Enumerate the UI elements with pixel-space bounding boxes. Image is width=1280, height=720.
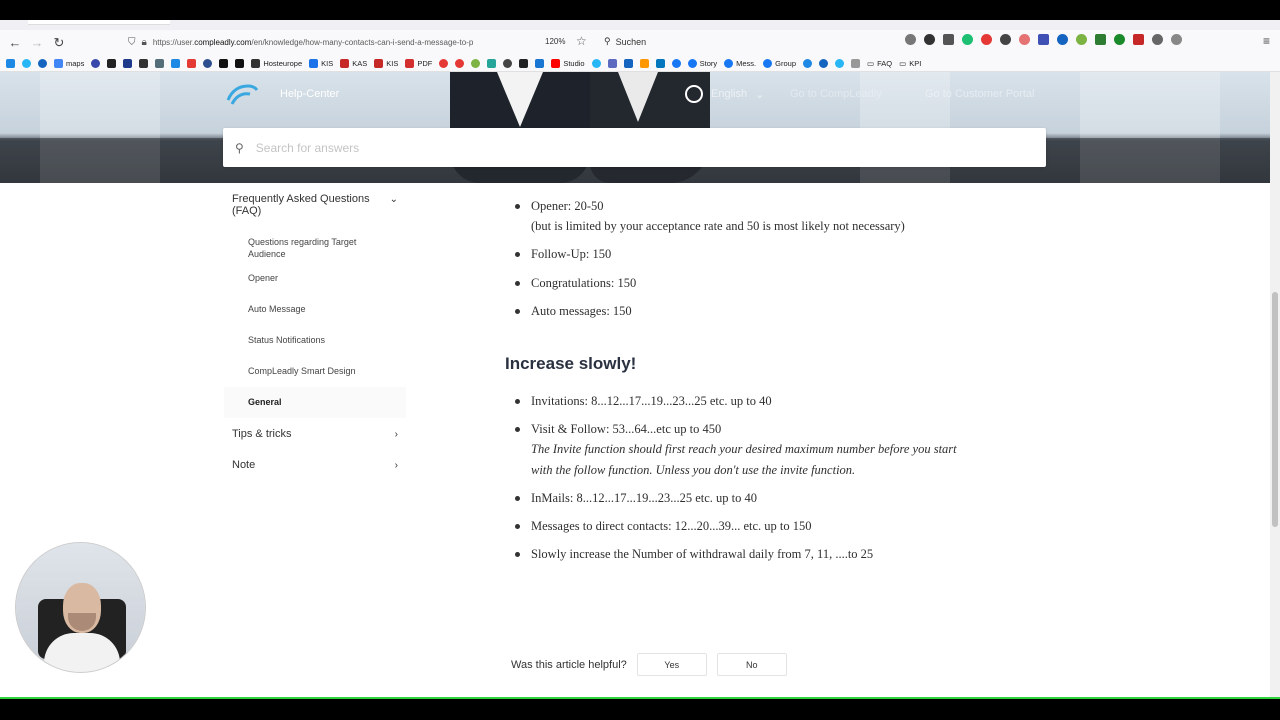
bullet (515, 204, 520, 209)
list-item: Visit & Follow: 53...64...etc up to 450 (531, 422, 722, 436)
list-item: Opener: 20-50 (531, 199, 604, 213)
bookmark-item[interactable] (503, 59, 512, 68)
link-customer-portal[interactable]: Go to Customer Portal (925, 88, 1035, 100)
tab-strip (0, 20, 1280, 30)
reload-icon[interactable]: ↻ (53, 34, 65, 50)
folder-icon: ▭ (867, 58, 875, 68)
bookmark-item[interactable] (155, 59, 164, 68)
search-icon: ⚲ (235, 140, 244, 155)
webcam-person-body (44, 633, 120, 673)
list-item: Auto messages: 150 (531, 304, 632, 318)
sidebar-item-target-audience[interactable]: Questions regarding Target Audience (248, 237, 357, 259)
bookmark-folder-kpi[interactable]: ▭ KPI (899, 58, 922, 68)
bookmark-item[interactable] (91, 59, 100, 68)
lock-icon[interactable]: 🔒︎ (141, 37, 147, 48)
extension-icon[interactable] (1000, 34, 1011, 45)
article-feedback (511, 653, 787, 676)
bookmark-item[interactable] (624, 59, 633, 68)
web-page (0, 72, 1270, 699)
search-icon: ⚲ (604, 36, 611, 46)
chevron-right-icon: › (394, 460, 398, 471)
page-scrollbar[interactable] (1270, 72, 1280, 699)
bookmark-item[interactable] (640, 59, 649, 68)
screen-top-bar (0, 0, 1280, 20)
list-item-note: The Invite function should first reach your desired maximum number before you start (531, 442, 957, 456)
extension-icon[interactable] (962, 34, 973, 45)
sidebar-category-faq[interactable]: Frequently Asked Questions (FAQ) ⌄ (232, 193, 398, 217)
help-center-label[interactable]: Help-Center (280, 88, 340, 100)
section-heading: Increase slowly! (505, 354, 637, 373)
globe-icon (685, 85, 703, 103)
list-item: Follow-Up: 150 (531, 247, 612, 261)
list-item: InMails: 8...12...17...19...23...25 etc. up to 40 (531, 491, 758, 505)
list-item: Messages to direct contacts: 12...20...39... etc. up to 150 (531, 519, 812, 533)
bookmark-item[interactable] (38, 59, 47, 68)
list-item: Invitations: 8...12...17...19...23...25 etc. up to 40 (531, 394, 772, 408)
extension-icon[interactable] (1095, 34, 1106, 45)
menu-icon[interactable]: ≡ (1262, 34, 1270, 48)
zoom-level[interactable]: 120% (545, 37, 566, 46)
bullet (515, 252, 520, 257)
bullet (515, 427, 520, 432)
extension-icon[interactable] (924, 34, 935, 45)
bookmark-item[interactable] (6, 59, 15, 68)
active-tab[interactable] (28, 20, 170, 25)
sidebar-item-smart-design[interactable]: CompLeadly Smart Design (248, 366, 356, 376)
bookmark-item[interactable] (592, 59, 601, 68)
bullet (515, 524, 520, 529)
download-icon[interactable] (1114, 34, 1125, 45)
pocket-icon[interactable] (905, 34, 916, 45)
bookmark-item[interactable] (235, 59, 244, 68)
chevron-down-icon: ⌄ (755, 88, 765, 101)
search-input[interactable] (256, 141, 956, 155)
bookmark-item[interactable] (187, 59, 196, 68)
bookmark-item[interactable] (107, 59, 116, 68)
url-text[interactable]: https://user.compleadly.com/en/knowledge/how-many-contacts-can-i-send-a-message-to-p (152, 38, 474, 47)
knowledge-search[interactable] (223, 128, 1046, 167)
feedback-yes-button[interactable]: Yes (637, 653, 707, 676)
bookmark-kis[interactable]: KIS (309, 59, 333, 68)
back-icon[interactable]: ← (8, 35, 22, 50)
feedback-question: Was this article helpful? (511, 658, 627, 671)
feedback-no-button[interactable]: No (717, 653, 787, 676)
bookmark-kas[interactable]: KAS (340, 59, 367, 68)
sidebar-category-note[interactable]: Note › (232, 459, 398, 471)
bookmark-item[interactable] (851, 59, 860, 68)
bookmark-studio[interactable]: Studio (551, 59, 584, 68)
chevron-down-icon: ⌄ (389, 194, 398, 205)
webcam-overlay (15, 542, 146, 673)
bookmark-item[interactable] (455, 59, 464, 68)
bookmark-item[interactable] (835, 59, 844, 68)
browser-nav-bar (0, 30, 1280, 55)
bookmark-item[interactable] (203, 59, 212, 68)
forward-icon[interactable]: → (30, 35, 44, 50)
bullet (515, 309, 520, 314)
screen-bottom-bar (0, 699, 1280, 720)
extension-icon[interactable] (1019, 34, 1030, 45)
language-selector[interactable]: English ⌄ (685, 85, 764, 103)
bookmark-item[interactable] (487, 59, 496, 68)
sidebar-item-status-notifications[interactable]: Status Notifications (248, 335, 326, 345)
bookmark-item[interactable] (819, 59, 828, 68)
scrollbar-thumb[interactable] (1272, 292, 1278, 527)
bookmark-maps[interactable]: maps (54, 59, 84, 68)
extension-icon[interactable] (1057, 34, 1068, 45)
shield-icon[interactable]: ⛉ (128, 37, 136, 48)
extension-icons (905, 34, 1182, 45)
list-item: Slowly increase the Number of withdrawal daily from 7, 11, ....to 25 (531, 547, 874, 561)
bookmark-story[interactable]: Story (688, 59, 718, 68)
bullet (515, 281, 520, 286)
sidebar-item-auto-message[interactable]: Auto Message (248, 304, 306, 314)
bookmark-item[interactable] (22, 59, 31, 68)
extension-icon[interactable] (1038, 34, 1049, 45)
bookmark-hosteurope[interactable]: Hosteurope (251, 59, 302, 68)
bookmark-star-icon[interactable]: ☆ (576, 34, 587, 48)
bullet (515, 399, 520, 404)
bookmark-kis-2[interactable]: KIS (374, 59, 398, 68)
bookmark-item[interactable] (139, 59, 148, 68)
link-go-to-compleadly[interactable]: Go to CompLeadly (790, 88, 882, 100)
bookmark-pdf[interactable]: PDF (405, 59, 432, 68)
chevron-right-icon: › (394, 429, 398, 440)
sidebar-category-tips[interactable]: Tips & tricks › (232, 428, 398, 440)
bookmark-item[interactable] (656, 59, 665, 68)
address-bar[interactable] (128, 33, 568, 52)
bookmark-group[interactable]: Group (763, 59, 796, 68)
category-sidebar (224, 187, 406, 480)
extension-icon[interactable] (981, 34, 992, 45)
bookmark-folder-faq[interactable]: ▭ FAQ (867, 58, 893, 68)
extension-icon[interactable] (1133, 34, 1144, 45)
extension-icon[interactable] (943, 34, 954, 45)
bullet (515, 552, 520, 557)
bookmark-item[interactable] (219, 59, 228, 68)
folder-icon: ▭ (899, 58, 907, 68)
bookmark-item[interactable] (123, 59, 132, 68)
extension-icon[interactable] (1076, 34, 1087, 45)
list-item-note: (but is limited by your acceptance rate and 50 is most likely not necessary) (531, 219, 905, 233)
list-item-note: with the follow function. Unless you don't use the invite function. (531, 463, 856, 477)
hero-banner (0, 72, 1270, 183)
bookmarks-bar (0, 55, 1280, 72)
bookmark-mess[interactable]: Mess. (724, 59, 756, 68)
bookmark-item[interactable] (672, 59, 681, 68)
sidebar-item-opener[interactable]: Opener (248, 273, 279, 283)
bullet (515, 496, 520, 501)
bookmark-item[interactable] (471, 59, 480, 68)
extension-icon[interactable] (1152, 34, 1163, 45)
extensions-puzzle-icon[interactable] (1171, 34, 1182, 45)
sidebar-item-general[interactable]: General (224, 387, 406, 418)
site-logo[interactable] (224, 82, 260, 108)
bookmark-item[interactable] (608, 59, 617, 68)
bookmark-item[interactable] (439, 59, 448, 68)
browser-search[interactable]: ⚲ Suchen (604, 36, 647, 47)
bookmark-item[interactable] (171, 59, 180, 68)
bookmark-item[interactable] (535, 59, 544, 68)
bookmark-item[interactable] (519, 59, 528, 68)
bookmark-item[interactable] (803, 59, 812, 68)
list-item: Congratulations: 150 (531, 276, 637, 290)
